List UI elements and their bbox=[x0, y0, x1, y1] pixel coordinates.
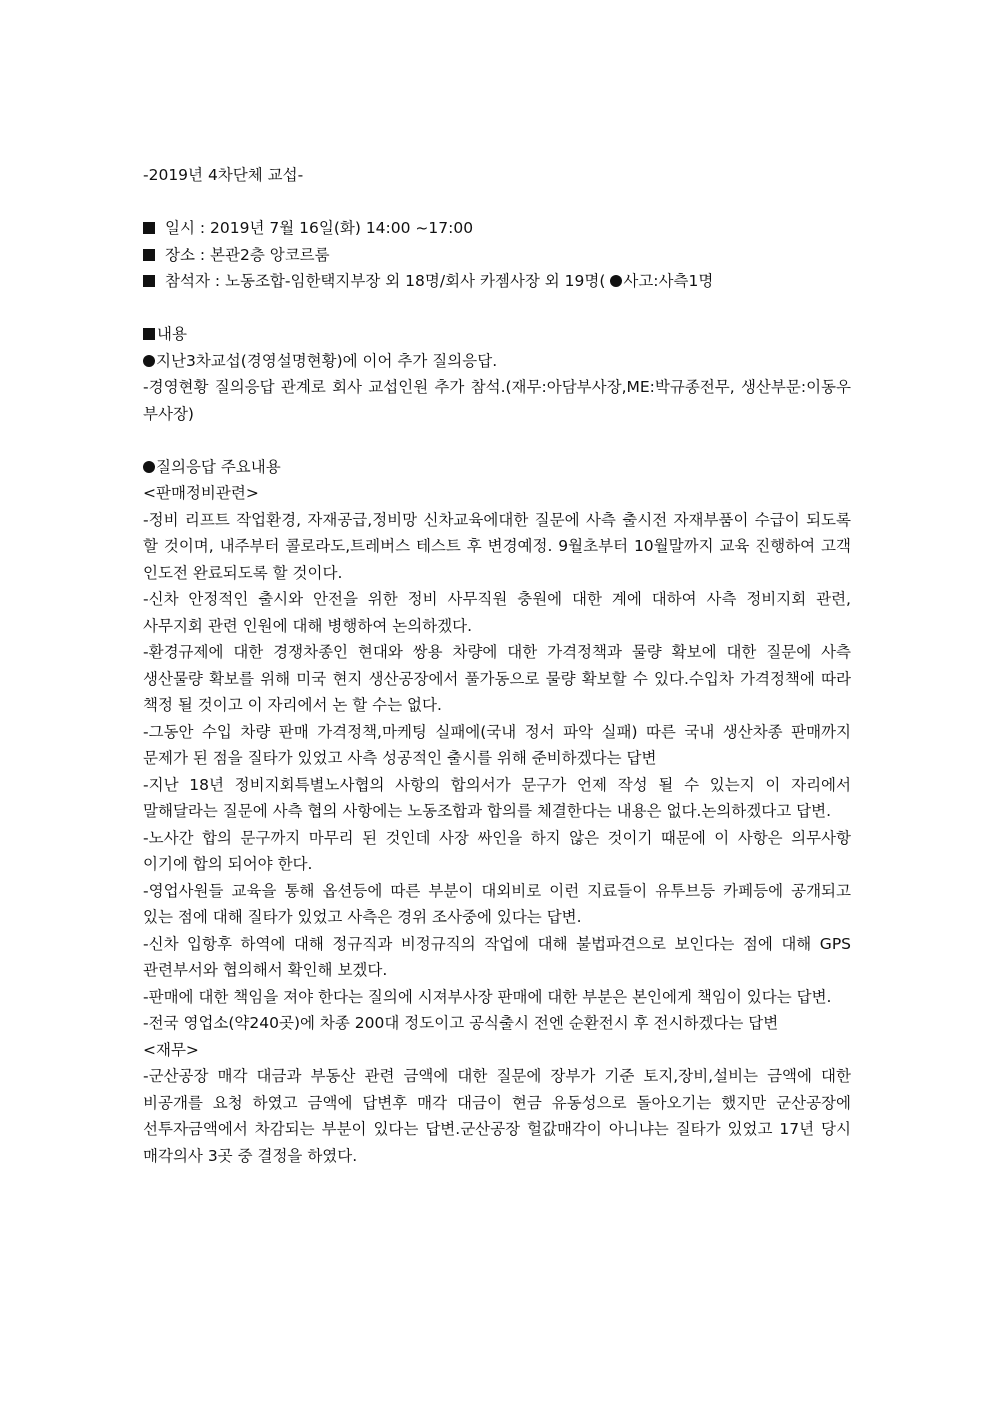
finance-heading: <재무> bbox=[143, 1040, 199, 1059]
meta-place bbox=[143, 242, 851, 269]
circle-bullet-icon bbox=[143, 355, 155, 367]
meta-attendees-text: 참석자 : 노동조합-임한택지부장 외 18명/회사 카젬사장 외 19명( bbox=[165, 272, 606, 290]
spacer bbox=[143, 295, 851, 322]
sales-item: -그동안 수입 차량 판매 가격정책,마케팅 실패에(국내 정서 파악 실패) 따른 국내 생산차종 판매까지 문제가 된 점을 질타가 있었고 사측 성공적인 출시를 위해 준비하겠다는 답변 bbox=[143, 722, 851, 767]
sales-item: -환경규제에 대한 경쟁차종인 현대와 쌍용 차량에 대한 가격정책과 물량 확보에 대한 질문에 사측 생산물량 확보를 위해 미국 현지 생산공장에서 풀가동으로 물량 확보할 수 있다.수입차 가격정책에 따라 책정 될 것이고 이 자리에서 논 할 수는 없다. bbox=[143, 643, 851, 714]
square-bullet-icon bbox=[143, 328, 155, 340]
intro-line: -경영현황 질의응답 관계로 회사 교섭인원 추가 참석.(재무:아담부사장,ME:박규종전무, 생산부문:이동우 부사장) bbox=[143, 378, 851, 423]
circle-bullet-icon bbox=[610, 275, 622, 287]
sales-item: -노사간 합의 문구까지 마무리 된 것인데 사장 싸인을 하지 않은 것이기 때문에 이 사항은 의무사항 이기에 합의 되어야 한다. bbox=[143, 828, 851, 873]
meta-date-text: 일시 : 2019년 7월 16일(화) 14:00 ~17:00 bbox=[165, 219, 474, 237]
sales-item: -영업사원들 교육을 통해 옵션등에 따른 부분이 대외비로 이런 지료들이 유투브등 카페등에 공개되고 있는 점에 대해 질타가 있었고 사측은 경위 조사중에 있다는 답변. bbox=[143, 881, 851, 926]
square-bullet-icon bbox=[143, 222, 155, 234]
meta-attendees bbox=[143, 268, 851, 295]
qa-heading-text: 질의응답 주요내용 bbox=[156, 457, 281, 476]
circle-bullet-icon bbox=[143, 461, 155, 473]
square-bullet-icon bbox=[143, 275, 155, 287]
intro-bullet-text: 지난3차교섭(경영설명현황)에 이어 추가 질의응답. bbox=[156, 351, 498, 370]
sales-item: -정비 리프트 작업환경, 자재공급,정비망 신차교육에대한 질문에 사측 출시전 자재부품이 수급이 되도록 할 것이며, 내주부터 콜로라도,트레버스 테스트 후 변경예정. 9월초부터 10월말까지 교육 진행하여 고객 인도전 완료되도록 할 것이다. bbox=[143, 510, 851, 582]
content-heading bbox=[143, 321, 851, 348]
sales-item: -판매에 대한 책임을 져야 한다는 질의에 시져부사장 판매에 대한 부분은 본인에게 책임이 있다는 답변. bbox=[143, 987, 832, 1006]
document-title: -2019년 4차단체 교섭- bbox=[143, 166, 304, 184]
spacer bbox=[143, 427, 851, 454]
meta-place-text: 장소 : 본관2층 앙코르룸 bbox=[165, 245, 330, 264]
sales-heading: <판매정비관련> bbox=[143, 484, 259, 502]
square-bullet-icon bbox=[143, 249, 155, 261]
sales-item: -전국 영업소(약240곳)에 차종 200대 정도이고 공식출시 전엔 순환전시 후 전시하겠다는 답변 bbox=[143, 1014, 779, 1032]
content-heading-text: 내용 bbox=[157, 325, 187, 343]
document-page bbox=[143, 162, 851, 1169]
intro-bullet bbox=[143, 348, 851, 375]
meta-absent-text: 사고:사측1명 bbox=[623, 272, 714, 290]
finance-item: -군산공장 매각 대금과 부동산 관련 금액에 대한 질문에 장부가 기준 토지,장비,설비는 금액에 대한 비공개를 요청 하였고 금액에 답변후 매각 대금이 현금 유동성으로 돌아오기는 했지만 군산공장에 선투자금액에서 차감되는 부분이 있다는 답변.군산공장 헐값매각이 아니냐는 질타가 있었고 17년 당시 매각의사 3곳 중 결정을 하였다. bbox=[143, 1067, 851, 1165]
sales-item: -지난 18년 정비지회특별노사협의 사항의 합의서가 문구가 언제 작성 될 수 있는지 이 자리에서 말해달라는 질문에 사측 협의 사항에는 노동조합과 합의를 체결한다는 내용은 없다.논의하겠다고 답변. bbox=[143, 775, 851, 820]
qa-heading bbox=[143, 454, 851, 481]
meta-date bbox=[143, 215, 851, 242]
sales-item: -신차 안정적인 출시와 안전을 위한 정비 사무직원 충원에 대한 계에 대하여 사측 정비지회 관련, 사무지회 관련 인원에 대해 병행하여 논의하겠다. bbox=[143, 590, 851, 635]
spacer bbox=[143, 189, 851, 216]
sales-item: -신차 입항후 하역에 대해 정규직과 비정규직의 작업에 대해 불법파견으로 보인다는 점에 대해 GPS 관련부서와 협의해서 확인해 보겠다. bbox=[143, 934, 851, 979]
